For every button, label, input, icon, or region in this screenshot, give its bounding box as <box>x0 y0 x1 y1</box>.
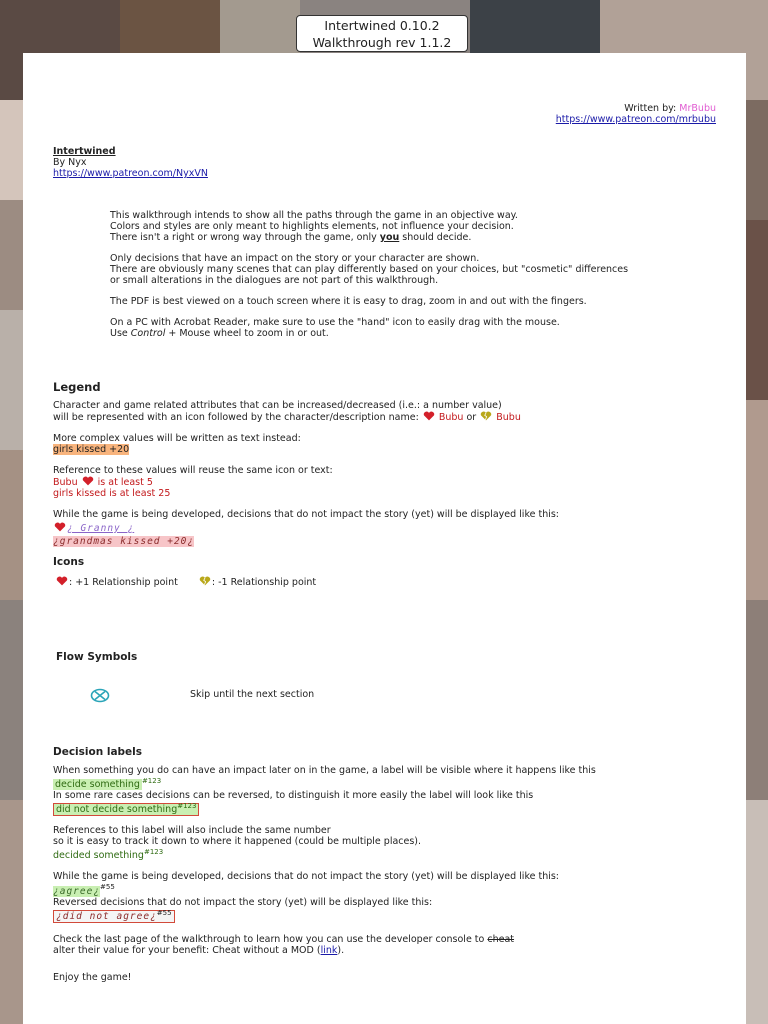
legend-line: Reference to these values will reuse the same icon or text: <box>53 465 333 476</box>
broken-heart-icon <box>198 576 212 586</box>
intro-line: There are obviously many scenes that can play differently based on your choices, but "cosmetic" differences <box>110 264 629 275</box>
game-patreon-link[interactable]: https://www.patreon.com/NyxVN <box>53 168 208 179</box>
flow-heading: Flow Symbols <box>56 651 138 663</box>
agree-example: ¿agree¿$^{\#55}$ <box>53 883 115 897</box>
document-title-box <box>296 15 468 52</box>
reference-line: Bubu is at least 5 <box>53 477 153 488</box>
legend-line: While the game is being developed, decisions that do not impact the story (yet) will be displayed like this: <box>53 509 560 520</box>
mod-line: alter their value for your benefit: Cheat without a MOD (link). <box>53 944 345 956</box>
legend-line: More complex values will be written as text instead: <box>53 433 301 444</box>
heart-icon <box>53 522 67 532</box>
legend-heading: Legend <box>53 380 101 394</box>
intro-line: The PDF is best viewed on a touch screen where it is easy to drag, zoom in and out with the fingers. <box>110 296 587 307</box>
decision-heading: Decision labels <box>53 746 143 758</box>
legend-line: Character and game related attributes that can be increased/decreased (i.e.: a number value) <box>53 400 502 411</box>
document-title: Intertwined 0.10.2 <box>324 18 440 33</box>
decision-line: so it is easy to track it down to where it happened (could be multiple places). <box>53 836 422 848</box>
intro-line: Use Control + Mouse wheel to zoom in or out. <box>110 328 329 339</box>
legend-body <box>53 400 559 547</box>
decision-line: While the game is being developed, decisions that do not impact the story (yet) will be displayed like this: <box>53 871 560 883</box>
decision-line: In some rare cases decisions can be reversed, to distinguish it more easily the label will look like this <box>53 790 534 802</box>
grandmas-example: ¿grandmas kissed +20¿ <box>53 536 195 547</box>
game-info <box>53 146 208 179</box>
icons-heading: Icons <box>53 556 85 568</box>
document-subtitle: Walkthrough rev 1.1.2 <box>312 35 452 50</box>
game-author: By Nyx <box>53 157 87 168</box>
reference-line: girls kissed is at least 25 <box>53 488 171 499</box>
author-patreon-link[interactable]: https://www.patreon.com/mrbubu <box>555 114 716 125</box>
intro-line: or small alterations in the dialogues are not part of this walkthrough. <box>110 275 439 286</box>
intro-line: There isn't a right or wrong way through the game, only you should decide. <box>110 232 472 243</box>
skip-icon <box>90 688 110 703</box>
did-not-agree-example: ¿did not agree¿$^{\#55}$ <box>53 910 175 923</box>
intro-line: On a PC with Acrobat Reader, make sure to use the "hand" icon to easily drag with the mouse. <box>110 317 560 328</box>
decision-line: Reversed decisions that do not impact the story (yet) will be displayed like this: <box>53 896 433 908</box>
written-by-label: Written by: <box>624 103 677 114</box>
legend-line: will be represented with an icon followed by the character/description name: Bubu or Bubu <box>53 412 521 423</box>
intro-line: Only decisions that have an impact on the story or your character are shown. <box>110 253 480 264</box>
granny-example: ¿ Granny ¿ <box>53 522 559 534</box>
decision-label-example: decide something <box>55 779 140 791</box>
decision-body: When something you do can have an impact later on in the game, a label will be visible where it happens like this decide something $^{\#123}$ In some rare cases decisions can be reversed, to distinguish it more easily the label will look like this did not decide something$^{\#123}$ References to this label will also include the same number so it is easy to track it down to where it happened (could be multiple places). decided something$^{\#123}$ While the game is being developed, decisions that do not impact the story (yet) will be displayed like this: ¿agree¿$^{\#55}$ Reversed decisions that do not impact the story (yet) will be displayed like this: ¿did not agree¿$^{\#55}$ Check the last page of the walkthrough to learn how you can use the developer console to cheat alter their value for your benefit: Cheat without a MOD (link). Enjoy the game! <box>53 765 596 983</box>
intro-line: Colors and styles are only meant to highlights elements, not influence your decision. <box>110 221 514 232</box>
heart-icon <box>55 576 69 586</box>
document-page <box>23 53 746 1024</box>
cheat-mod-link[interactable]: link <box>320 944 338 956</box>
decision-line: References to this label will also include the same number <box>53 825 331 837</box>
heart-icon <box>81 476 95 486</box>
author-name: MrBubu <box>679 103 716 114</box>
girls-kissed-value: girls kissed +20 <box>53 444 130 455</box>
intro-text <box>110 210 628 339</box>
author-block <box>556 103 716 125</box>
decision-line: When something you do can have an impact later on in the game, a label will be visible where it happens like this <box>53 765 596 776</box>
game-title: Intertwined <box>53 146 116 157</box>
broken-heart-icon <box>479 411 493 421</box>
reference-label-example: decided something$^{\#123}$ <box>53 848 164 862</box>
skip-description: Skip until the next section <box>190 689 315 700</box>
heart-icon <box>422 411 436 421</box>
enjoy-line: Enjoy the game! <box>53 971 132 983</box>
reversed-label-example: did not decide something$^{\#123}$ <box>53 803 199 816</box>
icons-row: : +1 Relationship point : -1 Relationship point <box>55 576 316 588</box>
cheat-line: Check the last page of the walkthrough to learn how you can use the developer console to cheat <box>53 933 515 945</box>
intro-line: This walkthrough intends to show all the paths through the game in an objective way. <box>110 210 518 221</box>
